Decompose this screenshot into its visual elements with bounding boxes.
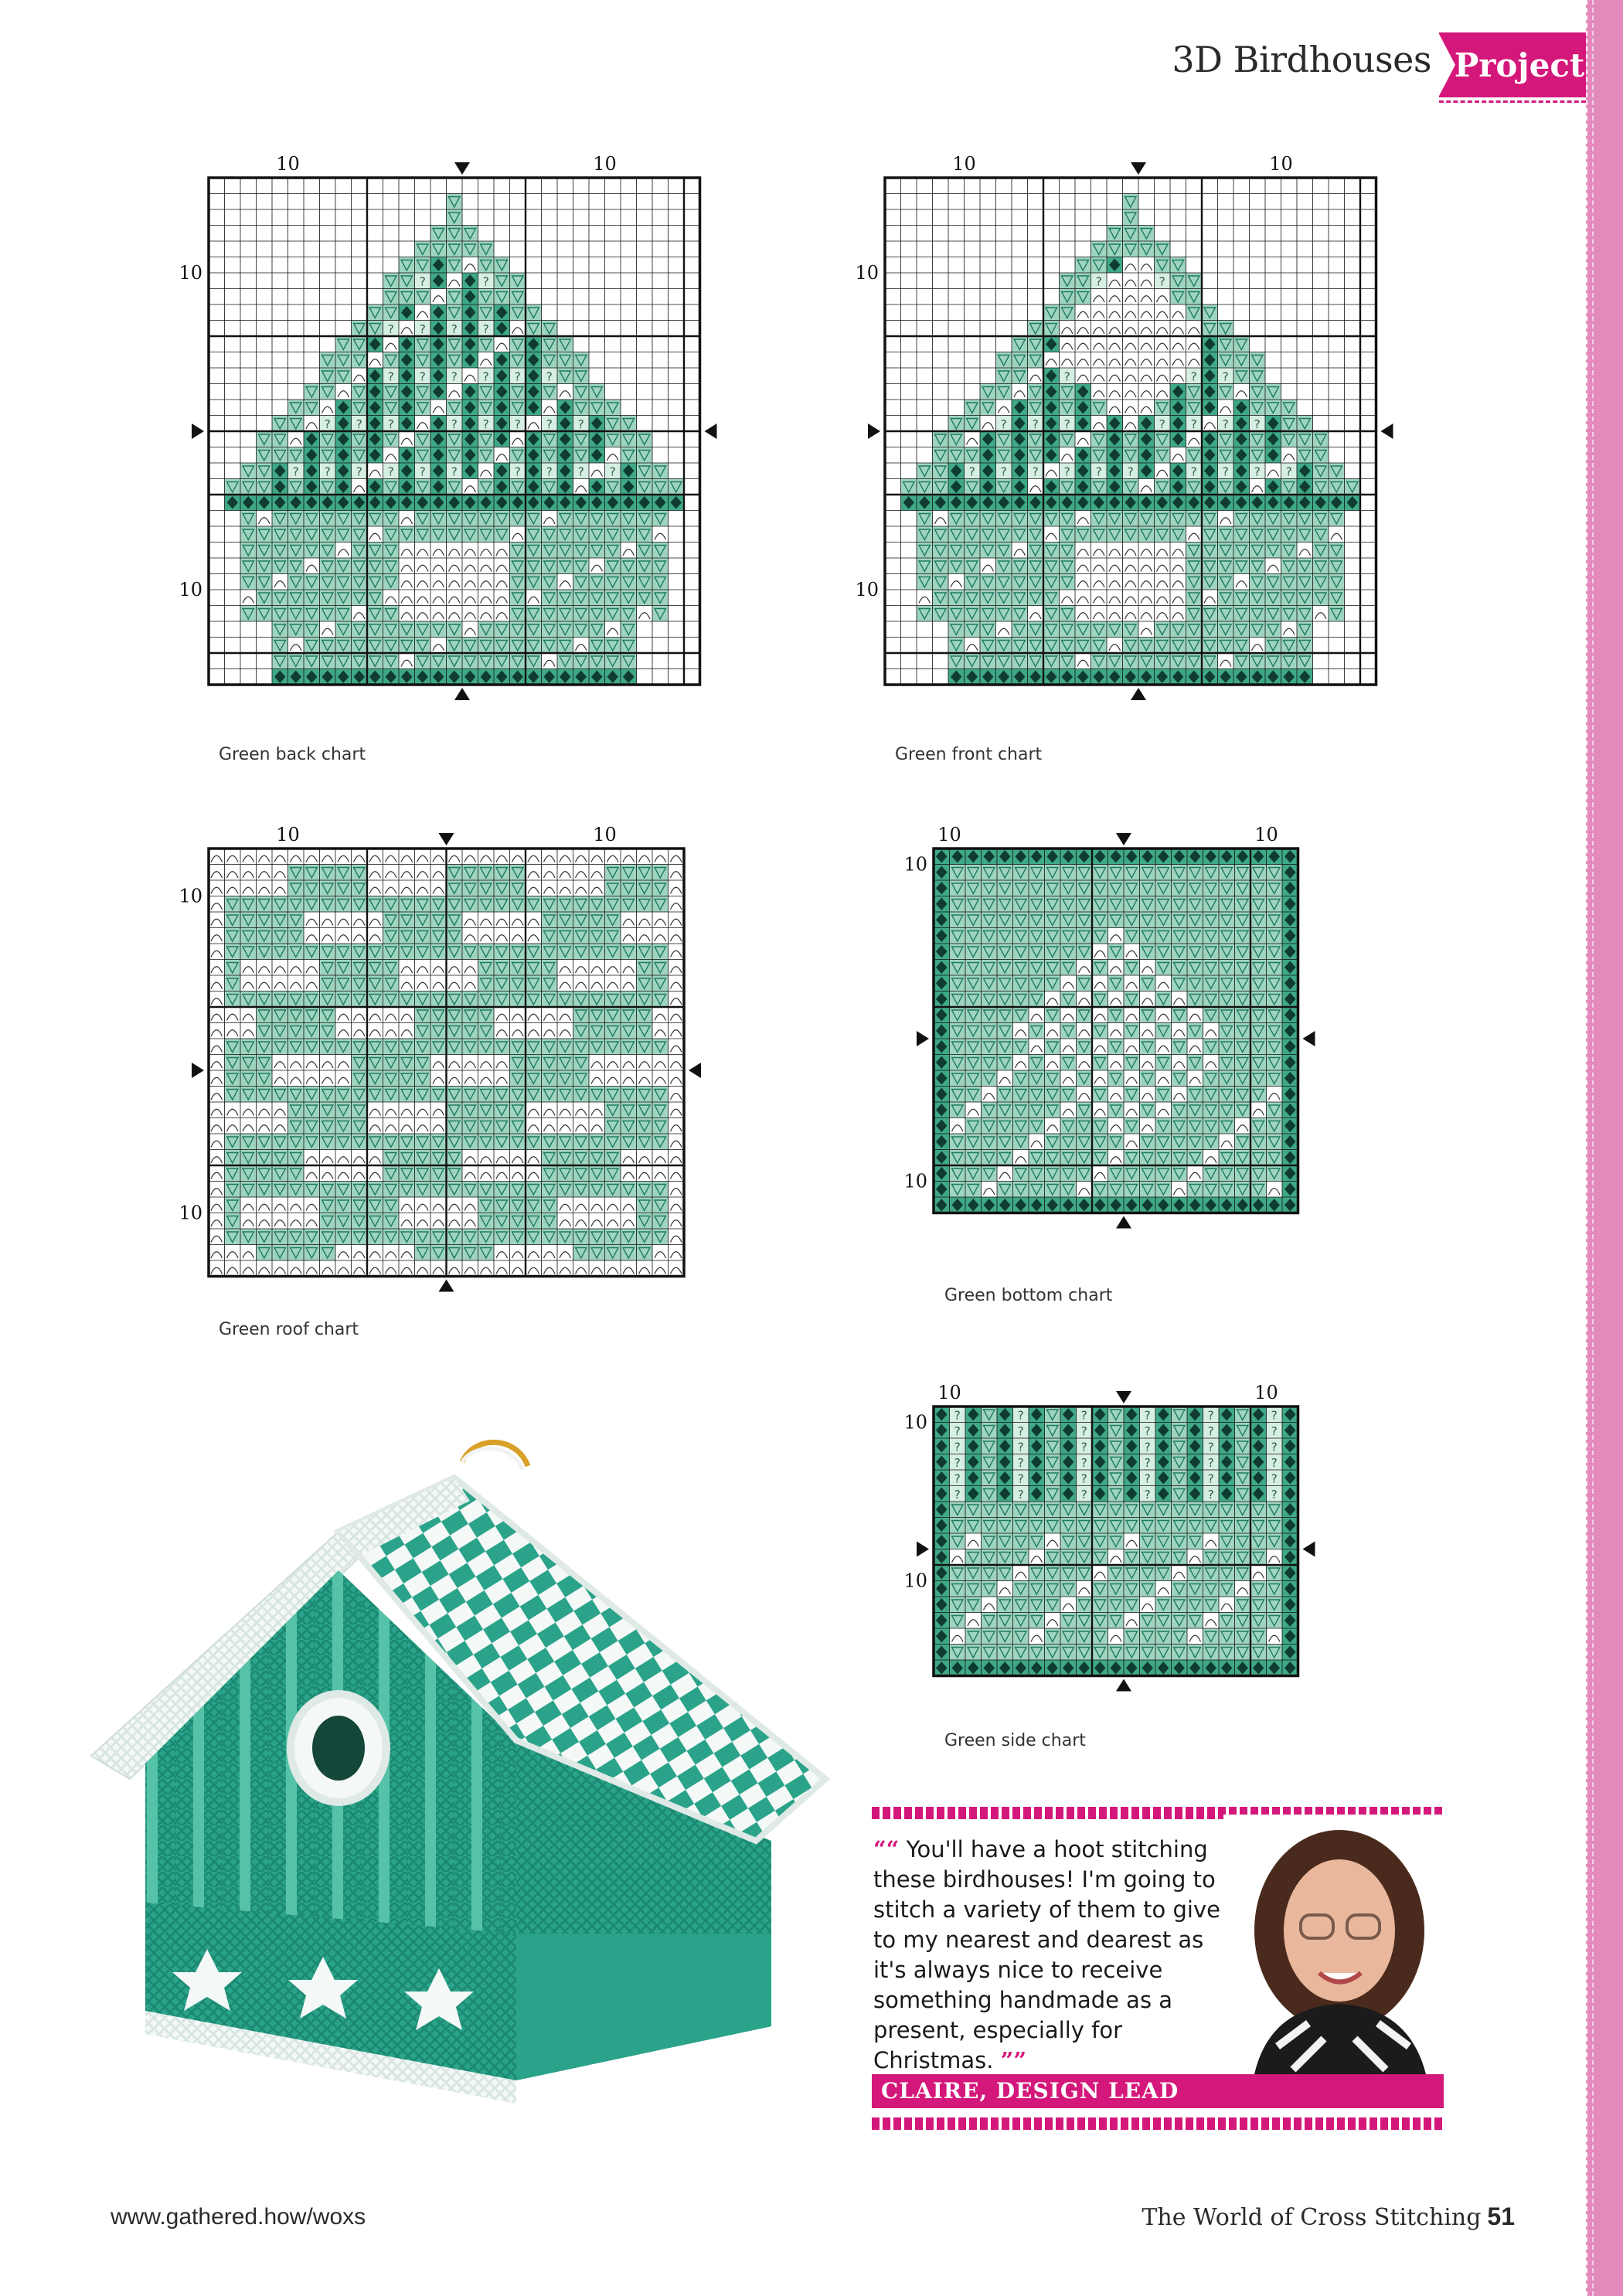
caption-bottom: Green bottom chart: [944, 1286, 1113, 1305]
svg-text:10: 10: [855, 262, 879, 284]
svg-text:?: ?: [1222, 417, 1229, 431]
svg-text:?: ?: [1080, 1440, 1087, 1454]
svg-text:10: 10: [937, 1382, 961, 1403]
svg-text:10: 10: [276, 824, 300, 845]
svg-text:?: ?: [514, 464, 521, 479]
svg-text:?: ?: [1159, 417, 1165, 431]
svg-text:?: ?: [1080, 1456, 1087, 1470]
svg-text:?: ?: [1271, 1456, 1278, 1470]
svg-text:?: ?: [419, 274, 426, 289]
svg-text:10: 10: [855, 579, 879, 600]
svg-text:10: 10: [593, 153, 617, 175]
svg-text:?: ?: [514, 369, 521, 384]
svg-text:?: ?: [292, 464, 299, 479]
svg-text:10: 10: [903, 1170, 927, 1192]
svg-text:?: ?: [1017, 1471, 1024, 1486]
svg-text:?: ?: [419, 369, 426, 384]
svg-text:?: ?: [1063, 464, 1070, 479]
svg-text:?: ?: [1144, 1471, 1151, 1486]
svg-text:?: ?: [1080, 1408, 1087, 1423]
svg-text:?: ?: [1190, 369, 1197, 384]
svg-text:?: ?: [1080, 1471, 1087, 1486]
svg-text:?: ?: [1017, 1488, 1024, 1502]
svg-text:?: ?: [546, 464, 553, 479]
caption-roof: Green roof chart: [219, 1320, 359, 1339]
svg-text:?: ?: [1017, 1456, 1024, 1470]
svg-text:10: 10: [903, 853, 927, 876]
svg-text:?: ?: [1207, 1488, 1214, 1502]
svg-text:?: ?: [1207, 1471, 1214, 1486]
caption-side: Green side chart: [944, 1731, 1086, 1750]
svg-text:?: ?: [954, 1471, 961, 1486]
svg-text:?: ?: [954, 1408, 961, 1423]
svg-text:?: ?: [451, 322, 458, 336]
svg-text:?: ?: [1271, 1424, 1278, 1438]
svg-text:10: 10: [1269, 153, 1293, 175]
svg-text:?: ?: [1095, 274, 1102, 289]
svg-text:?: ?: [1254, 464, 1261, 479]
svg-text:?: ?: [482, 369, 489, 384]
svg-text:?: ?: [419, 322, 426, 336]
svg-text:10: 10: [1254, 1382, 1278, 1403]
quote-stripe-bottom: [872, 2117, 1444, 2130]
svg-text:10: 10: [179, 262, 202, 284]
svg-text:?: ?: [1080, 1424, 1087, 1438]
svg-text:?: ?: [546, 417, 553, 431]
footer-url[interactable]: www.gathered.how/woxs: [111, 2204, 366, 2230]
svg-text:?: ?: [954, 1488, 961, 1502]
quote-open-mark: ““: [873, 1836, 900, 1862]
svg-text:?: ?: [968, 464, 975, 479]
svg-text:?: ?: [1271, 1471, 1278, 1486]
svg-text:?: ?: [1144, 1424, 1151, 1438]
page-number: 51: [1487, 2202, 1515, 2230]
svg-text:?: ?: [1063, 417, 1070, 431]
caption-back: Green back chart: [219, 745, 366, 764]
designer-quote: [872, 1807, 1444, 2131]
svg-text:10: 10: [179, 579, 202, 600]
chart-front: [854, 147, 1407, 716]
birdhouse-photo: [83, 1439, 841, 2134]
svg-text:?: ?: [1207, 1408, 1214, 1423]
svg-text:10: 10: [903, 1570, 927, 1592]
svg-text:?: ?: [356, 464, 362, 479]
svg-text:?: ?: [1080, 1488, 1087, 1502]
svg-text:10: 10: [593, 824, 617, 845]
quote-text: [873, 1835, 1221, 2076]
quote-byline: CLAIRE, DESIGN LEAD: [872, 2074, 1444, 2108]
svg-text:10: 10: [952, 153, 976, 175]
svg-text:?: ?: [1207, 1424, 1214, 1438]
svg-text:?: ?: [1144, 1440, 1151, 1454]
svg-text:?: ?: [1095, 464, 1102, 479]
svg-text:?: ?: [1159, 274, 1165, 289]
svg-text:?: ?: [1017, 1440, 1024, 1454]
svg-text:?: ?: [1127, 464, 1134, 479]
section-title: 3D Birdhouses: [1172, 39, 1431, 80]
quote-close-mark: ””: [1000, 2047, 1027, 2073]
svg-text:?: ?: [482, 417, 489, 431]
svg-text:?: ?: [1207, 1456, 1214, 1470]
svg-text:?: ?: [1190, 464, 1197, 479]
svg-text:?: ?: [1271, 1408, 1278, 1423]
caption-front: Green front chart: [895, 745, 1043, 764]
svg-text:?: ?: [954, 1424, 961, 1438]
svg-text:10: 10: [1254, 824, 1278, 845]
svg-text:?: ?: [1000, 417, 1007, 431]
svg-text:?: ?: [387, 417, 394, 431]
svg-text:?: ?: [482, 322, 489, 336]
svg-text:?: ?: [419, 464, 426, 479]
svg-text:?: ?: [954, 1456, 961, 1470]
svg-text:?: ?: [1144, 1408, 1151, 1423]
svg-text:?: ?: [324, 417, 331, 431]
svg-text:?: ?: [451, 464, 458, 479]
svg-text:?: ?: [577, 464, 584, 479]
svg-text:?: ?: [387, 322, 394, 336]
svg-text:?: ?: [482, 274, 489, 289]
svg-text:?: ?: [1222, 369, 1229, 384]
svg-text:?: ?: [1017, 1424, 1024, 1438]
svg-text:?: ?: [1063, 369, 1070, 384]
svg-text:10: 10: [179, 1202, 202, 1224]
magazine-name: The World of Cross Stitching: [1142, 2204, 1482, 2231]
chart-back: [178, 147, 731, 716]
svg-text:?: ?: [1207, 1440, 1214, 1454]
svg-text:?: ?: [451, 417, 458, 431]
svg-text:?: ?: [514, 417, 521, 431]
svg-text:?: ?: [451, 369, 458, 384]
svg-text:?: ?: [324, 464, 331, 479]
chart-side: [903, 1376, 1329, 1707]
svg-text:?: ?: [1144, 1488, 1151, 1502]
svg-text:?: ?: [1000, 464, 1007, 479]
header-rule: [1439, 100, 1586, 103]
svg-text:?: ?: [1190, 417, 1197, 431]
svg-text:?: ?: [387, 464, 394, 479]
svg-text:10: 10: [903, 1411, 927, 1434]
section-tag: Project: [1439, 32, 1586, 97]
svg-text:?: ?: [1271, 1440, 1278, 1454]
svg-text:?: ?: [1254, 417, 1261, 431]
svg-text:?: ?: [609, 464, 616, 479]
svg-text:?: ?: [1032, 417, 1039, 431]
chart-roof: [178, 818, 715, 1308]
svg-text:?: ?: [577, 417, 584, 431]
svg-text:?: ?: [1017, 1408, 1024, 1423]
quote-body: You'll have a hoot stitching these birdhouses! I'm going to stitch a variety of them to give to my nearest and dearest as it's always nice to receive something handmade as a present, especially for Christmas.: [873, 1836, 1220, 2073]
svg-text:?: ?: [387, 369, 394, 384]
designer-portrait: [1223, 1815, 1444, 2074]
svg-text:?: ?: [546, 369, 553, 384]
chart-bottom: [903, 818, 1329, 1244]
svg-text:?: ?: [1222, 464, 1229, 479]
svg-text:?: ?: [1271, 1488, 1278, 1502]
svg-text:?: ?: [954, 1440, 961, 1454]
svg-text:?: ?: [1285, 464, 1292, 479]
page-edge-stripe: [1586, 0, 1623, 2296]
svg-text:?: ?: [1032, 464, 1039, 479]
svg-text:10: 10: [179, 885, 202, 907]
svg-text:?: ?: [1144, 1456, 1151, 1470]
svg-text:10: 10: [276, 153, 300, 175]
svg-text:?: ?: [356, 417, 362, 431]
footer-magazine: [1142, 2202, 1515, 2231]
svg-text:10: 10: [937, 824, 961, 845]
